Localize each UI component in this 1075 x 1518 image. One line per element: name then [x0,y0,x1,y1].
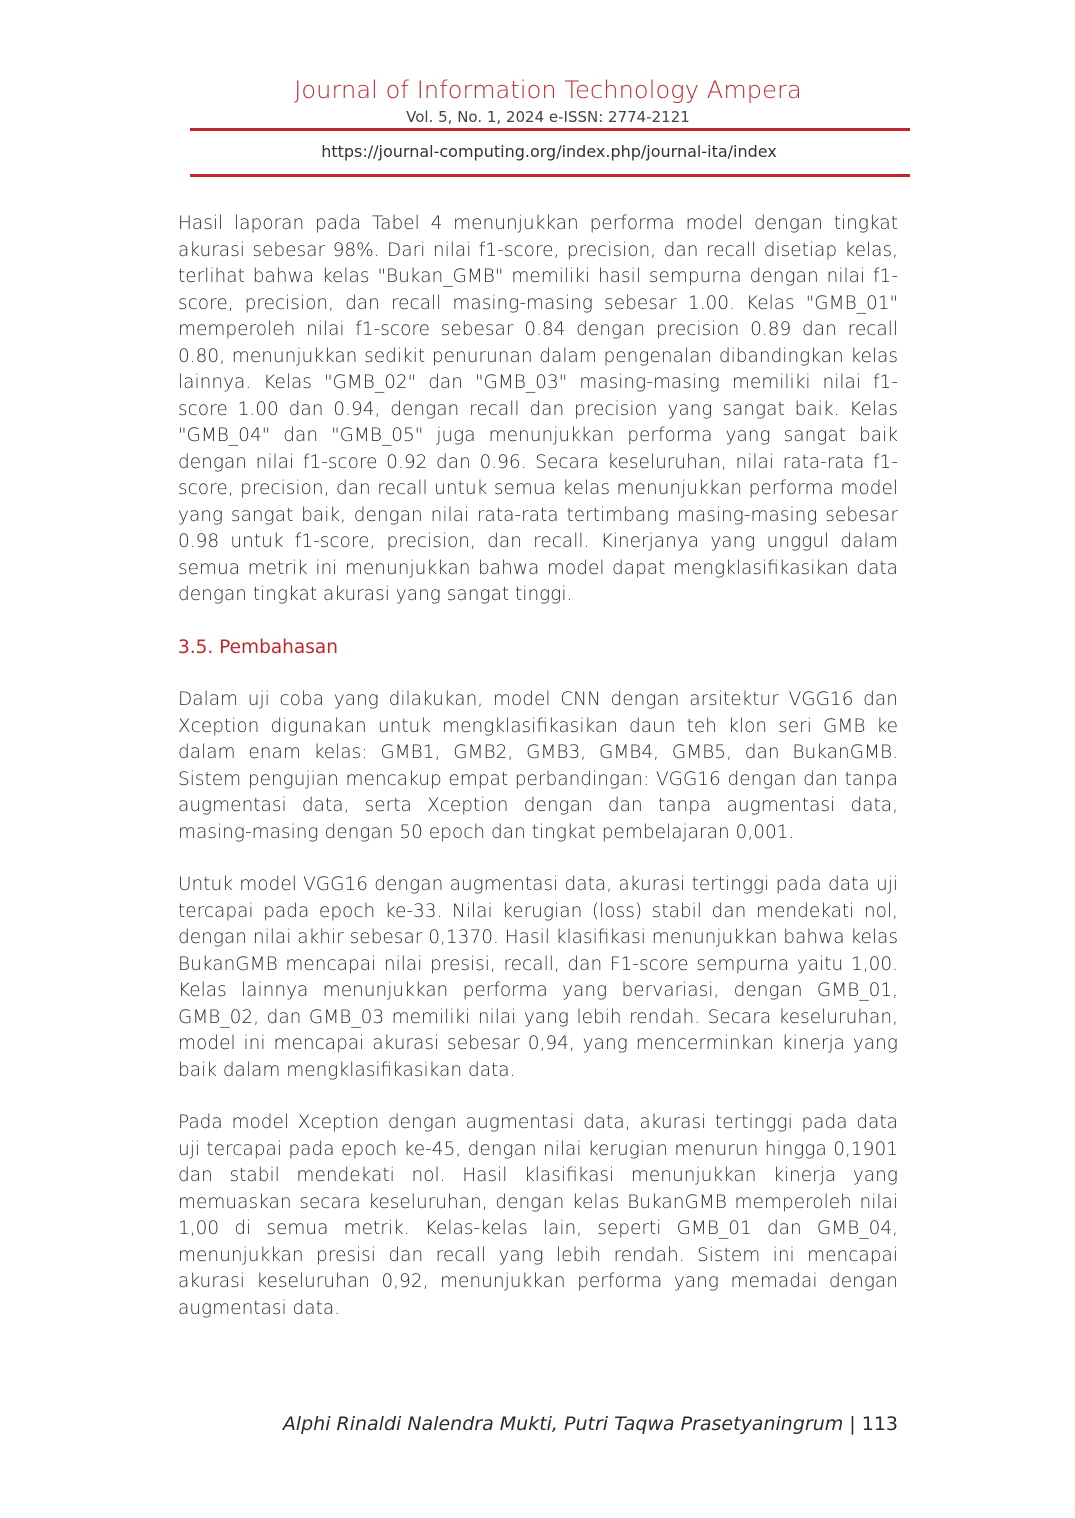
footer-separator: | [843,1413,862,1435]
journal-url: https://journal-computing.org/index.php/journal-ita/index [321,142,777,161]
page-footer [178,1413,898,1435]
header-rule-top [190,128,910,131]
page-number: 113 [861,1413,898,1435]
footer-authors: Alphi Rinaldi Nalendra Mukti, Putri Taqwa Prasetyaningrum [282,1413,844,1435]
article-body [178,211,898,1322]
header-rule-bottom [190,174,910,177]
paragraph-xception-results: Pada model Xception dengan augmentasi data, akurasi tertinggi pada data uji tercapai pada epoch ke-45, dengan nilai kerugian menurun hingga 0,1901 dan stabil mendekati nol. Hasil klasifikasi menunjukkan kinerja yang memuaskan secara keseluruhan, dengan kelas BukanGMB memperoleh nilai 1,00 di semua metrik. Kelas-kelas lain, seperti GMB_01 dan GMB_04, menunjukkan presisi dan recall yang lebih rendah. Sistem ini mencapai akurasi keseluruhan 0,92, menunjukkan performa yang memadai dengan augmentasi data. [178,1112,898,1319]
paragraph-results-summary: Hasil laporan pada Tabel 4 menunjukkan performa model dengan tingkat akurasi sebesar 98%. Dari nilai f1-score, precision, dan recall disetiap kelas, terlihat bahwa kelas "Bukan_GMB" memiliki hasil sempurna dengan nilai f1-score, precision, dan recall masing-masing sebesar 1.00. Kelas "GMB_01" memperoleh nilai f1-score sebesar 0.84 dengan precision 0.89 dan recall 0.80, menunjukkan sedikit penurunan dalam pengenalan dibandingkan kelas lainnya. Kelas "GMB_02" dan "GMB_03" masing-masing memiliki nilai f1-score 1.00 dan 0.94, dengan recall dan precision yang sangat baik. Kelas "GMB_04" dan "GMB_05" juga menunjukkan performa yang sangat baik dengan nilai f1-score 0.92 dan 0.96. Secara keseluruhan, nilai rata-rata f1-score, precision, dan recall untuk semua kelas menunjukkan performa model yang sangat baik, dengan nilai rata-rata tertimbang masing-masing sebesar 0.98 untuk f1-score, precision, dan recall. Kinerjanya yang unggul dalam semua metrik ini menunjukkan bahwa model dapat mengklasifikasikan data dengan tingkat akurasi yang sangat tinggi. [178,213,898,605]
journal-volume-info: Vol. 5, No. 1, 2024 e-ISSN: 2774-2121 [406,108,690,126]
journal-title: Journal of Information Technology Ampera [294,76,802,104]
section-heading: 3.5. Pembahasan [178,636,338,658]
paragraph-vgg16-results: Untuk model VGG16 dengan augmentasi data, akurasi tertinggi pada data uji tercapai pada epoch ke-33. Nilai kerugian (loss) stabil dan mendekati nol, dengan nilai akhir sebesar 0,1370. Hasil klasifikasi menunjukkan bahwa kelas BukanGMB mencapai nilai presisi, recall, dan F1-score sempurna yaitu 1,00. Kelas lainnya menunjukkan performa yang bervariasi, dengan GMB_01, GMB_02, dan GMB_03 memiliki nilai yang lebih rendah. Secara keseluruhan, model ini mencapai akurasi sebesar 0,94, yang mencerminkan kinerja yang baik dalam mengklasifikasikan data. [178,874,899,1081]
paragraph-experiment-setup: Dalam uji coba yang dilakukan, model CNN dengan arsitektur VGG16 dan Xception digunakan untuk mengklasifikasikan daun teh klon seri GMB ke dalam enam kelas: GMB1, GMB2, GMB3, GMB4, GMB5, dan BukanGMB. Sistem pengujian mencakup empat perbandingan: VGG16 dengan dan tanpa augmentasi data, serta Xception dengan dan tanpa augmentasi data, masing-masing dengan 50 epoch dan tingkat pembelajaran 0,001. [178,689,898,843]
